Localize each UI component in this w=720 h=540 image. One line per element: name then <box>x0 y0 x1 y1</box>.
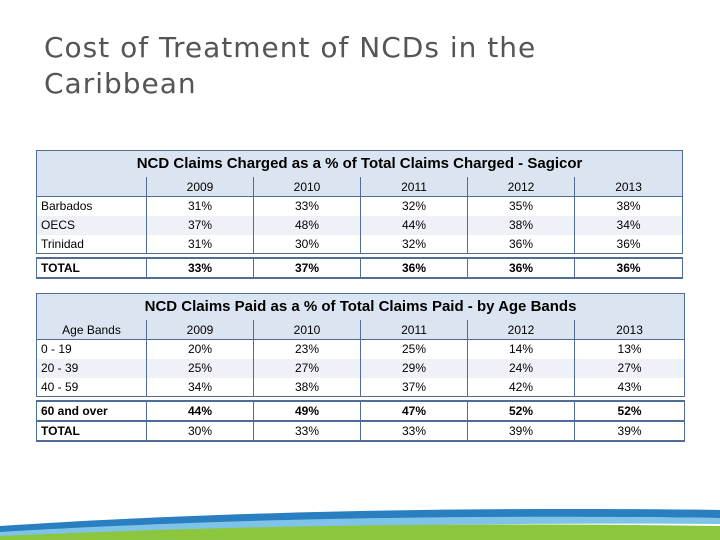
cell-value: 25% <box>361 340 468 359</box>
cell-value: 25% <box>147 359 254 378</box>
cell-value: 37% <box>147 216 254 235</box>
cell-value: 49% <box>254 401 361 421</box>
claims-charged-table <box>36 150 683 279</box>
cell-value: 29% <box>361 359 468 378</box>
cell-value: 27% <box>575 359 685 378</box>
cell-value: 38% <box>575 197 683 216</box>
table-row <box>37 197 683 216</box>
cell-value: 32% <box>361 197 468 216</box>
cell-value: 52% <box>468 401 575 421</box>
claims-paid-age-table <box>36 293 685 442</box>
cell-value: 34% <box>147 378 254 397</box>
cell-value: 43% <box>575 378 685 397</box>
table-row <box>37 340 685 359</box>
cell-value: 36% <box>361 258 468 278</box>
highlight-row <box>37 401 685 421</box>
cell-value: 39% <box>575 421 685 441</box>
slide-title: Cost of Treatment of NCDs in the Caribbean <box>44 31 537 100</box>
cell-value: 31% <box>147 197 254 216</box>
total-row <box>37 421 685 441</box>
table-row <box>37 359 685 378</box>
total-row <box>37 258 683 278</box>
year-header: 2010 <box>254 178 361 197</box>
table-caption: NCD Claims Charged as a % of Total Claims Charged - Sagicor <box>37 151 683 178</box>
row-label: Trinidad <box>37 235 147 254</box>
cell-value: 37% <box>361 378 468 397</box>
year-header: 2011 <box>361 321 468 340</box>
cell-value: 44% <box>361 216 468 235</box>
cell-value: 33% <box>254 197 361 216</box>
table-row <box>37 378 685 397</box>
year-header: 2009 <box>147 321 254 340</box>
cell-value: 23% <box>254 340 361 359</box>
cell-value: 39% <box>468 421 575 441</box>
footer-swoosh-graphic <box>0 496 720 540</box>
cell-value: 13% <box>575 340 685 359</box>
cell-value: 33% <box>254 421 361 441</box>
cell-value: 47% <box>361 401 468 421</box>
cell-value: 36% <box>468 235 575 254</box>
row-label: Barbados <box>37 197 147 216</box>
cell-value: 14% <box>468 340 575 359</box>
row-label: 0 - 19 <box>37 340 147 359</box>
row-label: TOTAL <box>37 258 147 278</box>
year-header: 2012 <box>468 178 575 197</box>
row-label: OECS <box>37 216 147 235</box>
cell-value: 33% <box>147 258 254 278</box>
year-header: 2009 <box>147 178 254 197</box>
cell-value: 31% <box>147 235 254 254</box>
cell-value: 37% <box>254 258 361 278</box>
table-caption: NCD Claims Paid as a % of Total Claims Paid - by Age Bands <box>37 294 685 321</box>
cell-value: 38% <box>468 216 575 235</box>
year-header: 2011 <box>361 178 468 197</box>
year-header: 2010 <box>254 321 361 340</box>
table-row <box>37 235 683 254</box>
column-header: Age Bands <box>37 321 147 340</box>
cell-value: 36% <box>575 235 683 254</box>
year-header: 2013 <box>575 321 685 340</box>
row-label: 20 - 39 <box>37 359 147 378</box>
cell-value: 38% <box>254 378 361 397</box>
year-header: 2013 <box>575 178 683 197</box>
cell-value: 32% <box>361 235 468 254</box>
year-header: 2012 <box>468 321 575 340</box>
cell-value: 52% <box>575 401 685 421</box>
cell-value: 44% <box>147 401 254 421</box>
column-header <box>37 178 147 197</box>
table-row <box>37 216 683 235</box>
cell-value: 48% <box>254 216 361 235</box>
cell-value: 33% <box>361 421 468 441</box>
row-label: 60 and over <box>37 401 147 421</box>
row-label: TOTAL <box>37 421 147 441</box>
cell-value: 24% <box>468 359 575 378</box>
cell-value: 35% <box>468 197 575 216</box>
cell-value: 36% <box>575 258 683 278</box>
row-label: 40 - 59 <box>37 378 147 397</box>
cell-value: 30% <box>147 421 254 441</box>
cell-value: 36% <box>468 258 575 278</box>
cell-value: 27% <box>254 359 361 378</box>
cell-value: 34% <box>575 216 683 235</box>
cell-value: 20% <box>147 340 254 359</box>
cell-value: 30% <box>254 235 361 254</box>
cell-value: 42% <box>468 378 575 397</box>
